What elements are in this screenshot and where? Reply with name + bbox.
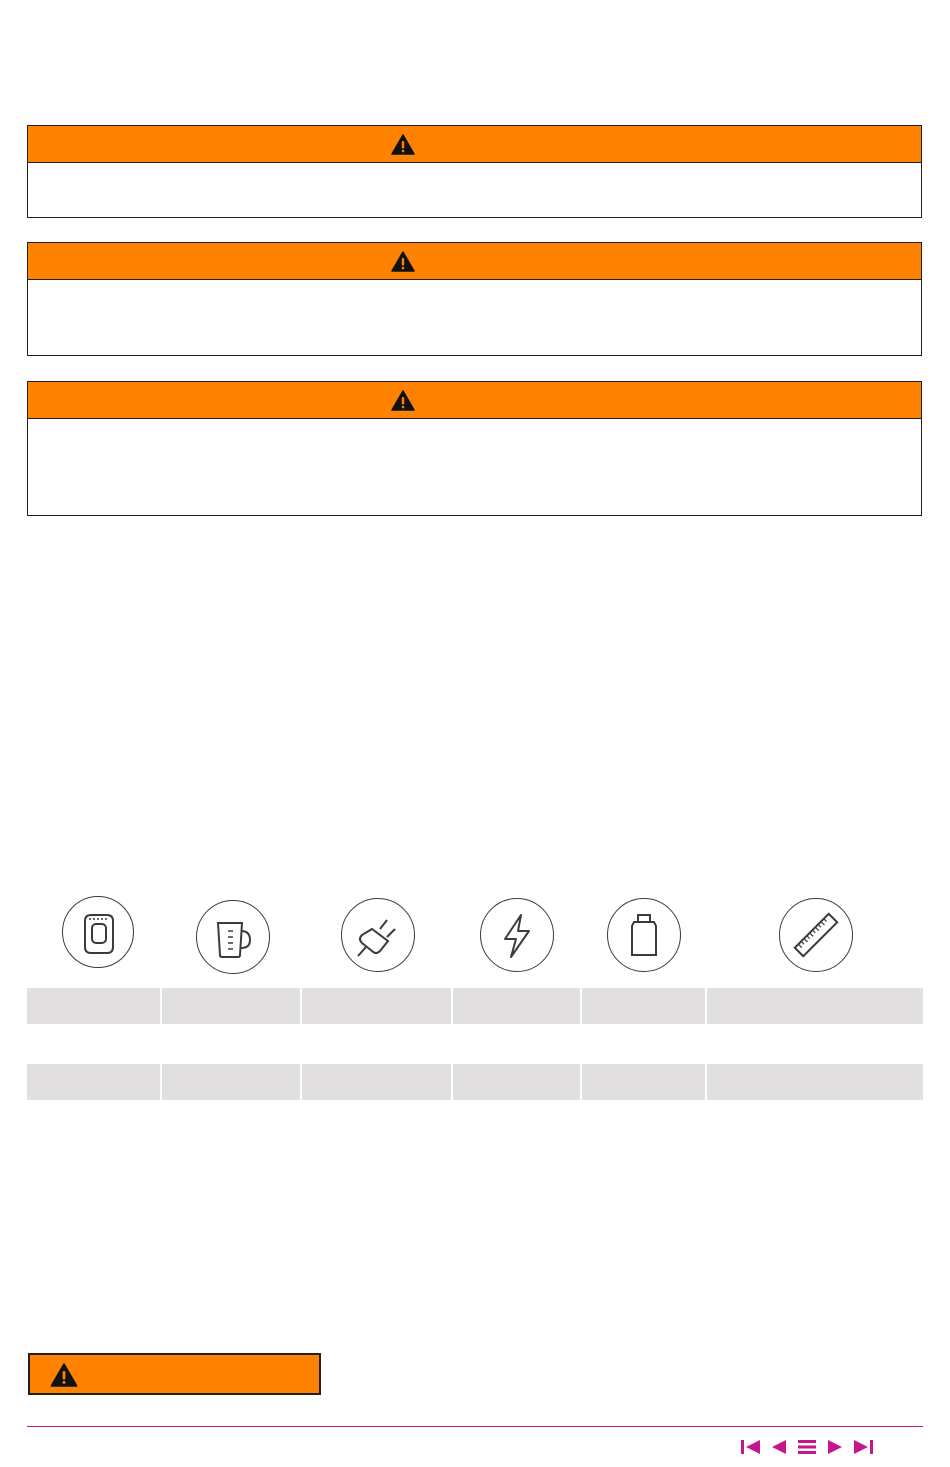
arrow-right-icon [826, 1438, 844, 1456]
bottom-warning-label [28, 1353, 321, 1395]
skip-to-first-icon [740, 1438, 762, 1456]
arrow-left-icon [770, 1438, 788, 1456]
spec-table-row-1 [27, 988, 923, 1024]
skip-to-last-icon [852, 1438, 874, 1456]
first-page-button[interactable] [740, 1438, 762, 1458]
lightning-bolt-icon [480, 898, 554, 972]
measuring-cup-icon [196, 900, 270, 974]
warning-box-3 [27, 381, 922, 516]
footer-divider [27, 1426, 923, 1427]
spec-cell [162, 1064, 300, 1100]
warning-triangle-icon [50, 1363, 78, 1392]
spec-cell [453, 988, 580, 1024]
warning-box-2 [27, 242, 922, 356]
ruler-icon [779, 898, 853, 972]
weight-icon [607, 898, 681, 972]
warning-header [28, 382, 921, 419]
warning-triangle-icon [391, 134, 415, 160]
power-plug-icon [341, 898, 415, 972]
table-of-contents-button[interactable] [797, 1438, 817, 1458]
next-page-button[interactable] [826, 1438, 844, 1458]
warning-header [28, 243, 921, 280]
warning-triangle-icon [391, 390, 415, 416]
pressure-cooker-icon [62, 896, 134, 968]
spec-cell [302, 1064, 451, 1100]
spec-cell [582, 1064, 705, 1100]
warning-box-1 [27, 125, 922, 218]
warning-triangle-icon [391, 251, 415, 277]
spec-cell [453, 1064, 580, 1100]
spec-cell [707, 1064, 923, 1100]
spec-cell [162, 988, 300, 1024]
previous-page-button[interactable] [770, 1438, 788, 1458]
last-page-button[interactable] [852, 1438, 874, 1458]
spec-cell [302, 988, 451, 1024]
warning-header [28, 126, 921, 163]
spec-cell [582, 988, 705, 1024]
spec-cell [707, 988, 923, 1024]
menu-icon [797, 1438, 817, 1456]
spec-table-row-2 [27, 1064, 923, 1100]
spec-cell [27, 988, 160, 1024]
spec-cell [27, 1064, 160, 1100]
